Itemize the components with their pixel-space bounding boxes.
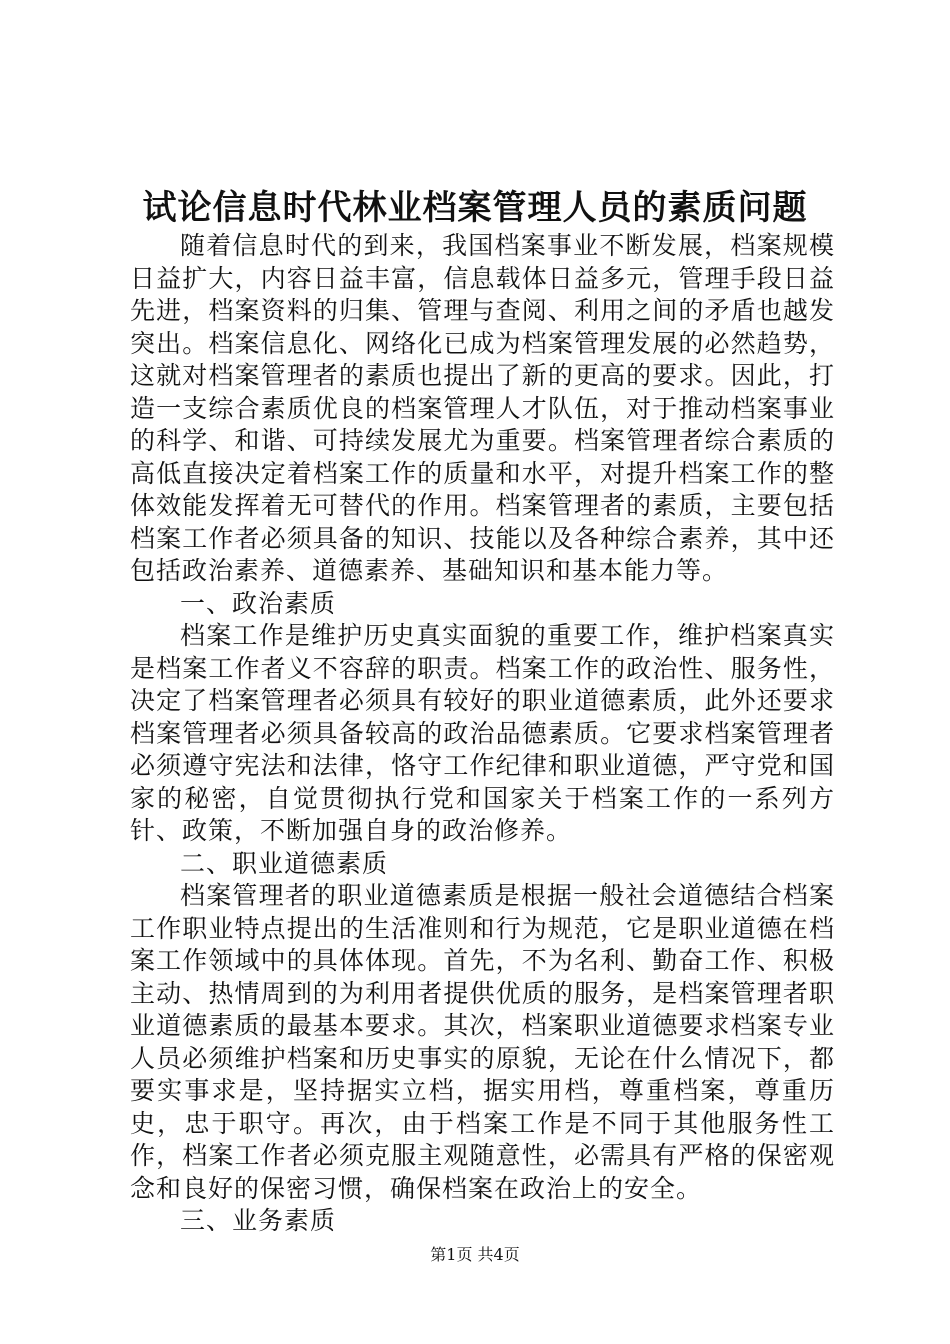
section-paragraph-political: 档案工作是维护历史真实面貌的重要工作，维护档案真实是档案工作者义不容辞的职责。档案工作的政治性、服务性，决定了档案管理者必须具有较好的职业道德素质，此外还要求档案管理者必须具备较高的政治品德素质。它要求档案管理者必须遵守宪法和法律，恪守工作纪律和职业道德，严守党和国家的秘密，自觉贯彻执行党和国家关于档案工作的一系列方针、政策，不断加强自身的政治修养。 [130, 621, 835, 845]
section-heading-ethics: 二、职业道德素质 [180, 848, 389, 878]
section-heading-professional: 三、业务素质 [180, 1206, 337, 1235]
document-body [130, 230, 835, 1238]
intro-paragraph: 随着信息时代的到来，我国档案事业不断发展，档案规模日益扩大，内容日益丰富，信息载体日益多元，管理手段日益先进，档案资料的归集、管理与查阅、利用之间的矛盾也越发突出。档案信息化、网络化已成为档案管理发展的必然趋势，这就对档案管理者的素质也提出了新的更高的要求。因此，打造一支综合素质优良的档案管理人才队伍，对于推动档案事业的科学、和谐、可持续发展尤为重要。档案管理者综合素质的高低直接决定着档案工作的质量和水平，对提升档案工作的整体效能发挥着无可替代的作用。档案管理者的素质，主要包括档案工作者必须具备的知识、技能以及各种综合素养，其中还包括政治素养、道德素养、基础知识和基本能力等。 [130, 231, 835, 585]
page-number-footer: 第1页 共4页 [430, 1245, 520, 1264]
section-heading-political: 一、政治素质 [180, 588, 337, 618]
document-title: 试论信息时代林业档案管理人员的素质问题 [142, 188, 808, 228]
section-paragraph-ethics: 档案管理者的职业道德素质是根据一般社会道德结合档案工作职业特点提出的生活准则和行为规范，它是职业道德在档案工作领域中的具体体现。首先，不为名利、勤奋工作、积极主动、热情周到的为利用者提供优质的服务，是档案管理者职业道德素质的最基本要求。其次，档案职业道德要求档案专业人员必须维护档案和历史事实的原貌，无论在什么情况下，都要实事求是，坚持据实立档，据实用档，尊重档案，尊重历史，忠于职守。再次，由于档案工作是不同于其他服务性工作，档案工作者必须克服主观随意性，必需具有严格的保密观念和良好的保密习惯，确保档案在政治上的安全。 [130, 881, 835, 1203]
